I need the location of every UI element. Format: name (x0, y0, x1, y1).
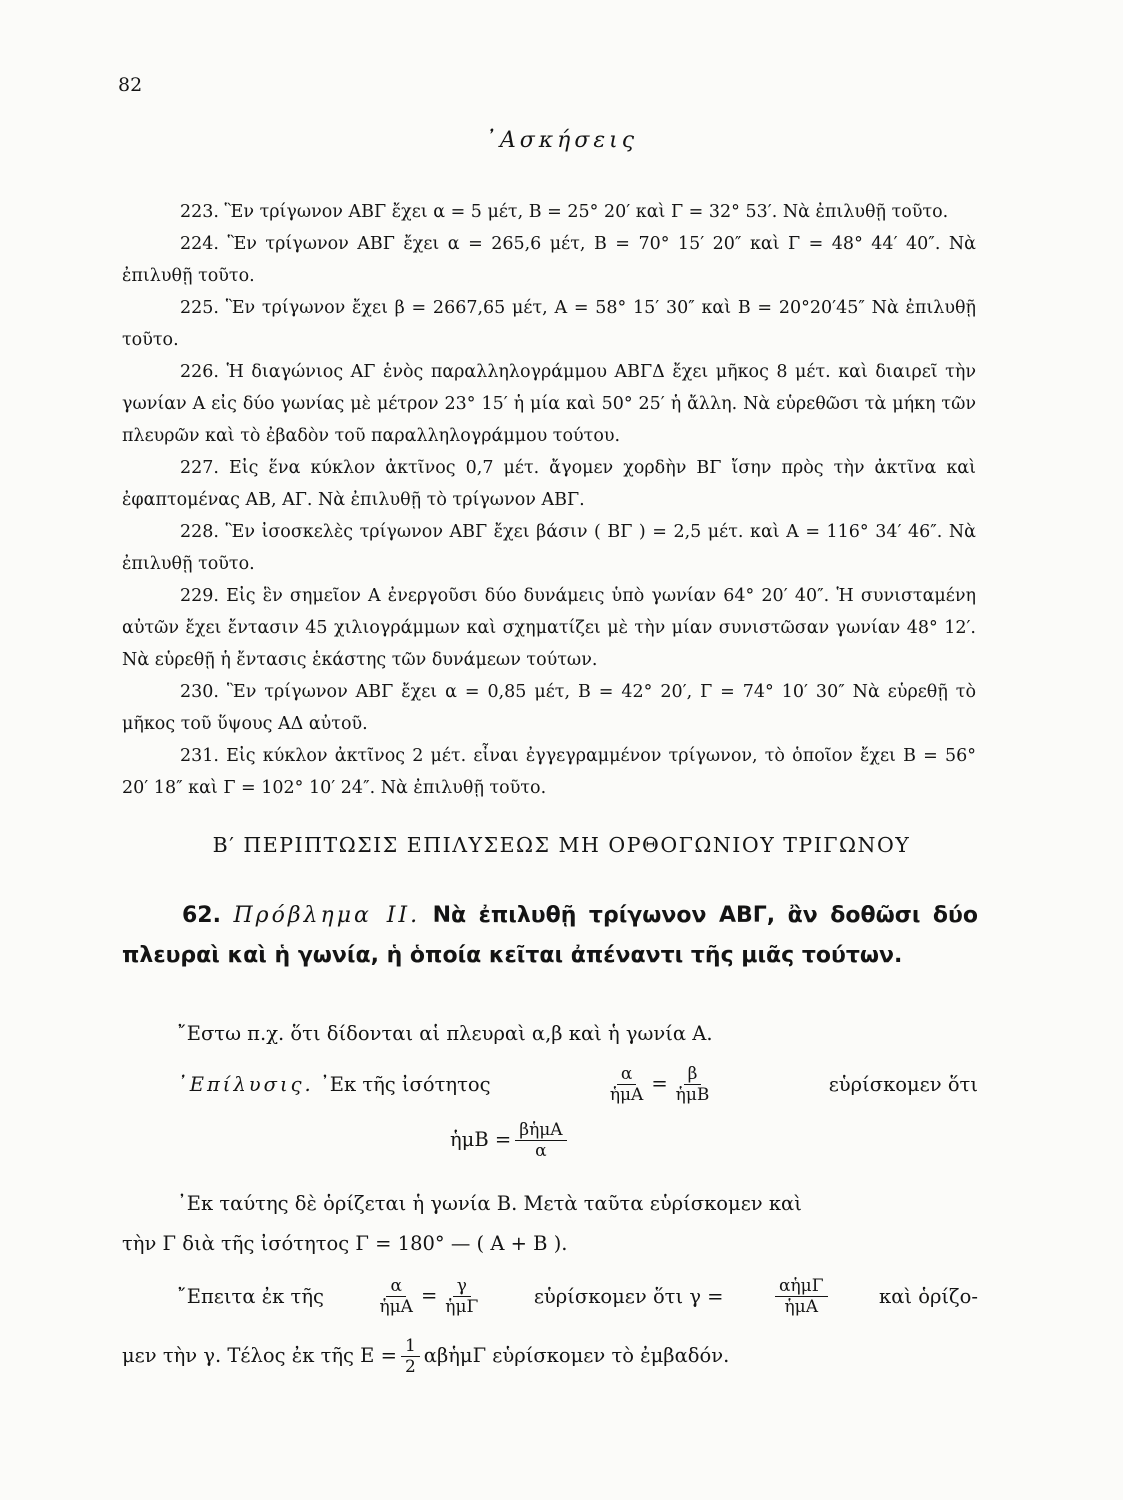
problem-statement: Νὰ ἐπιλυθῇ τρίγωνον ΑΒΓ, ἂν δοθῶσι δύο πλευραὶ καὶ ἡ γωνία, ἡ ὁποία κεῖται ἀπέναντι τῆς μιᾶς τούτων. (122, 903, 978, 968)
angle-line-1: ᾿Εκ ταύτης δὲ ὁρίζεται ἡ γωνία Β. Μετὰ ταῦτα εὑρίσκομεν καὶ (177, 1192, 802, 1215)
fraction-one-half: $\frac{1}{2}$ (401, 1336, 420, 1377)
exercise-225: 225. Ἓν τρίγωνον ἔχει β = 2667,65 μέτ, Α = 58° 15′ 30″ καὶ Β = 20°20′45″ Νὰ ἐπιλυθῇ τοῦτο. (122, 298, 976, 350)
exercise-229: 229. Εἰς ἓν σημεῖον Α ἐνεργοῦσι δύο δυνάμεις ὑπὸ γωνίαν 64° 20′ 40″. Ἡ συνισταμένη αὐτῶν ἔχει ἔντασιν 45 χιλιογράμμων καὶ σχηματίζει μὲ τὴν μίαν συνιστῶσαν γωνίαν 48° 12′. Νὰ εὑρεθῇ ἡ ἔντασις ἑκάστης τῶν δυνάμεων τούτων. (122, 586, 976, 670)
exercise-223: 223. Ἓν τρίγωνον ΑΒΓ ἔχει α = 5 μέτ, Β = 25° 20′ καὶ Γ = 32° 53′. Νὰ ἐπιλυθῇ τοῦτο. (180, 202, 949, 222)
fraction-bsinA-over-a: $\frac{\text{βἡμΑ}}{\alpha}$ (515, 1120, 566, 1161)
exercise-228: 228. Ἓν ἰσοσκελὲς τρίγωνον ΑΒΓ ἔχει βάσιν ( ΒΓ ) = 2,5 μέτ. καὶ Α = 116° 34′ 46″. Νὰ ἐπιλυθῇ τοῦτο. (122, 522, 976, 574)
exercise-227: 227. Εἰς ἕνα κύκλον ἀκτῖνος 0,7 μέτ. ἄγομεν χορδὴν ΒΓ ἴσην πρὸς τὴν ἀκτῖνα καὶ ἐφαπτομένας ΑΒ, ΑΓ. Νὰ ἐπιλυθῇ τὸ τρίγωνον ΑΒΓ. (122, 458, 976, 510)
sinB-formula: ἡμΒ = $\frac{\text{βἡμΑ}}{\alpha}$ (450, 1120, 571, 1161)
exercise-226: 226. Ἡ διαγώνιος ΑΓ ἑνὸς παραλληλογράμμου ΑΒΓΔ ἔχει μῆκος 8 μέτ. καὶ διαιρεῖ τὴν γωνίαν Α εἰς δύο γωνίας μὲ μέτρον 23° 15′ ἡ μία καὶ 50° 25′ ἡ ἄλλη. Νὰ εὑρεθῶσι τὰ μήκη τῶν πλευρῶν καὶ τὸ ἐβαδὸν τοῦ παραλληλογράμμου τούτου. (122, 362, 976, 446)
fraction-c-over-sinC: $\frac{\gamma}{\text{ἡμΓ}}$ (445, 1276, 479, 1317)
problem-label: Πρόβλημα ΙΙ. (233, 903, 421, 928)
exercise-231: 231. Εἰς κύκλον ἀκτῖνος 2 μέτ. εἶναι ἐγγεγραμμένον τρίγωνον, τὸ ὁποῖον ἔχει Β = 56° 20′ 18″ καὶ Γ = 102° 10′ 24″. Νὰ ἐπιλυθῇ τοῦτο. (122, 746, 976, 798)
fraction-asinC-over-sinA: $\frac{\text{αἡμΓ}}{\text{ἡμΑ}}$ (775, 1276, 828, 1317)
solution-equality-line: ᾿Επίλυσις. ᾿Εκ τῆς ἰσότητος $\frac{\alpha}{\text{ἡμΑ}}$ = $\frac{\beta}{\text{ἡμΒ}}$ εὑρίσκομεν ὅτι (177, 1064, 978, 1105)
chapter-heading: Β′ ΠΕΡΙΠΤΩΣΙΣ ΕΠΙΛΥΣΕΩΣ ΜΗ ΟΡΘΟΓΩΝΙΟΥ ΤΡΙΓΩΝΟΥ (212, 833, 911, 857)
gamma-formula-line: ῎Επειτα ἐκ τῆς $\frac{\alpha}{\text{ἡμΑ}}$ = $\frac{\gamma}{\text{ἡμΓ}}$ εὑρίσκομεν ὅτι γ = $\frac{\text{αἡμΓ}}{\text{ἡμΑ}}$ καὶ ὁρίζο- (177, 1276, 978, 1317)
exercise-230: 230. Ἓν τρίγωνον ΑΒΓ ἔχει α = 0,85 μέτ, Β = 42° 20′, Γ = 74° 10′ 30″ Νὰ εὑρεθῇ τὸ μῆκος τοῦ ὕψους ΑΔ αὐτοῦ. (122, 682, 976, 734)
page-number: 82 (118, 74, 143, 96)
section-heading: ᾿Ασκήσεις (484, 128, 639, 153)
fraction-a-over-sinA: $\frac{\alpha}{\text{ἡμΑ}}$ (609, 1064, 644, 1105)
exercise-224: 224. Ἓν τρίγωνον ΑΒΓ ἔχει α = 265,6 μέτ, Β = 70° 15′ 20″ καὶ Γ = 48° 44′ 40″. Νὰ ἐπιλυθῇ τοῦτο. (122, 234, 976, 286)
exercise-list (122, 196, 976, 804)
area-line: μεν τὴν γ. Τέλος ἐκ τῆς Ε = $\frac{1}{2}$ αβἡμΓ εὑρίσκομεν τὸ ἐμβαδόν. (122, 1336, 730, 1377)
solution-intro: ᾿Εκ τῆς ἰσότητος (319, 1073, 491, 1096)
angle-line-2: τὴν Γ διὰ τῆς ἰσότητος Γ = 180° — ( Α + Β ). (122, 1232, 568, 1255)
find-text: εὑρίσκομεν ὅτι (828, 1073, 978, 1096)
problem-62 (122, 896, 978, 976)
fraction-b-over-sinB: $\frac{\beta}{\text{ἡμΒ}}$ (675, 1064, 710, 1105)
problem-number: 62. (182, 903, 221, 928)
problem-title (122, 896, 978, 976)
solution-given: ῎Εστω π.χ. ὅτι δίδονται αἱ πλευραὶ α,β καὶ ἡ γωνία Α. (177, 1022, 713, 1045)
fraction-a-over-sinA-2: $\frac{\alpha}{\text{ἡμΑ}}$ (379, 1276, 413, 1317)
solution-label: ᾿Επίλυσις. (177, 1073, 314, 1096)
